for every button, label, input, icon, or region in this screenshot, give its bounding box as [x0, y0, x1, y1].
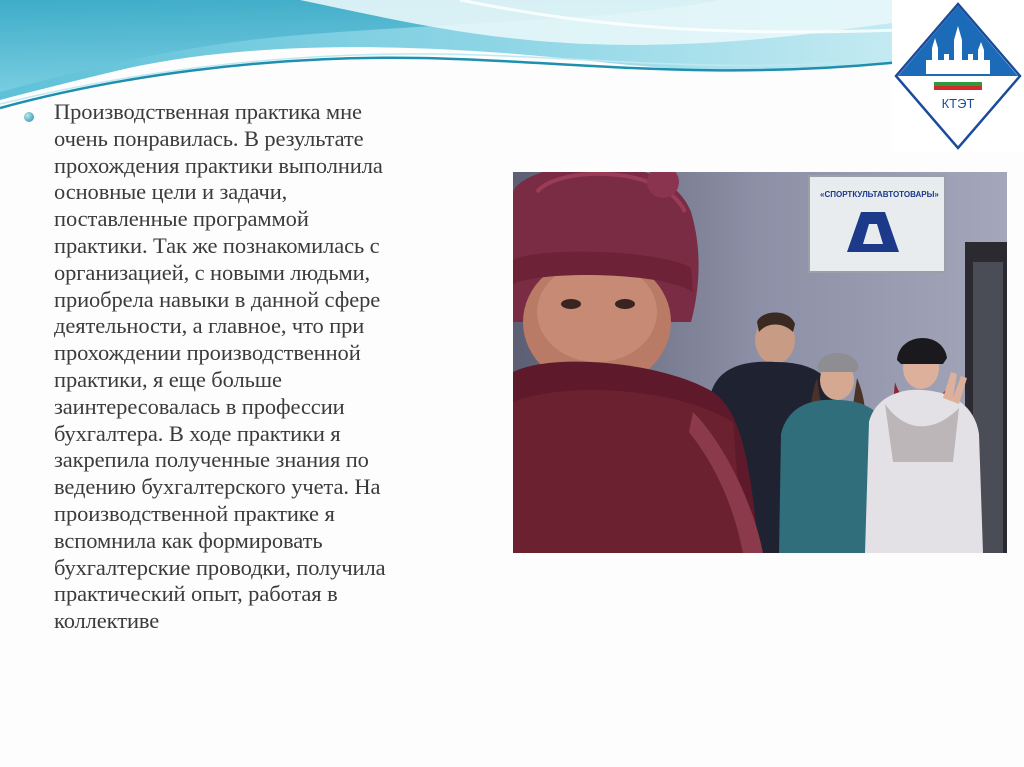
- body-paragraph: [54, 99, 486, 635]
- paragraph-line: организацией, с новыми людьми,: [54, 259, 371, 285]
- paragraph-line: бухгалтера. В ходе практики я: [54, 420, 341, 446]
- paragraph-line: практический опыт, работая в: [54, 581, 338, 607]
- paragraph-line: Производственная практика мне: [54, 99, 362, 124]
- logo-text: КТЭТ: [941, 96, 975, 111]
- college-logo: [892, 0, 1024, 152]
- paragraph-line: ведению бухгалтерского учета. На: [54, 474, 381, 500]
- paragraph-line: практики. Так же познакомилась с: [54, 232, 380, 258]
- paragraph-line: прохождении производственной: [54, 340, 361, 366]
- bullet-icon: [24, 112, 34, 122]
- paragraph-line: практики, я еще больше: [54, 366, 282, 392]
- group-photo: [513, 172, 1007, 553]
- paragraph-line: приобрела навыки в данной сфере: [54, 286, 381, 312]
- paragraph-line: деятельности, а главное, что при: [54, 313, 365, 339]
- photo-illustration: [513, 172, 1007, 553]
- paragraph-line: вспомнила как формировать: [54, 527, 323, 553]
- paragraph-line: прохождения практики выполнила: [54, 152, 383, 178]
- paragraph-line: очень понравилась. В результате: [54, 125, 364, 151]
- paragraph-line: бухгалтерские проводки, получила: [54, 554, 386, 580]
- paragraph-line: поставленные программой: [54, 206, 309, 232]
- paragraph-line: закрепила полученные знания по: [54, 447, 369, 473]
- paragraph-line: производственной практике я: [54, 500, 335, 526]
- paragraph-line: коллективе: [54, 608, 160, 634]
- paragraph-line: основные цели и задачи,: [54, 179, 288, 205]
- paragraph-line: заинтересовалась в профессии: [54, 393, 345, 419]
- photo-sign-text: «СПОРТКУЛЬТАВТОТОВАРЫ»: [820, 190, 939, 199]
